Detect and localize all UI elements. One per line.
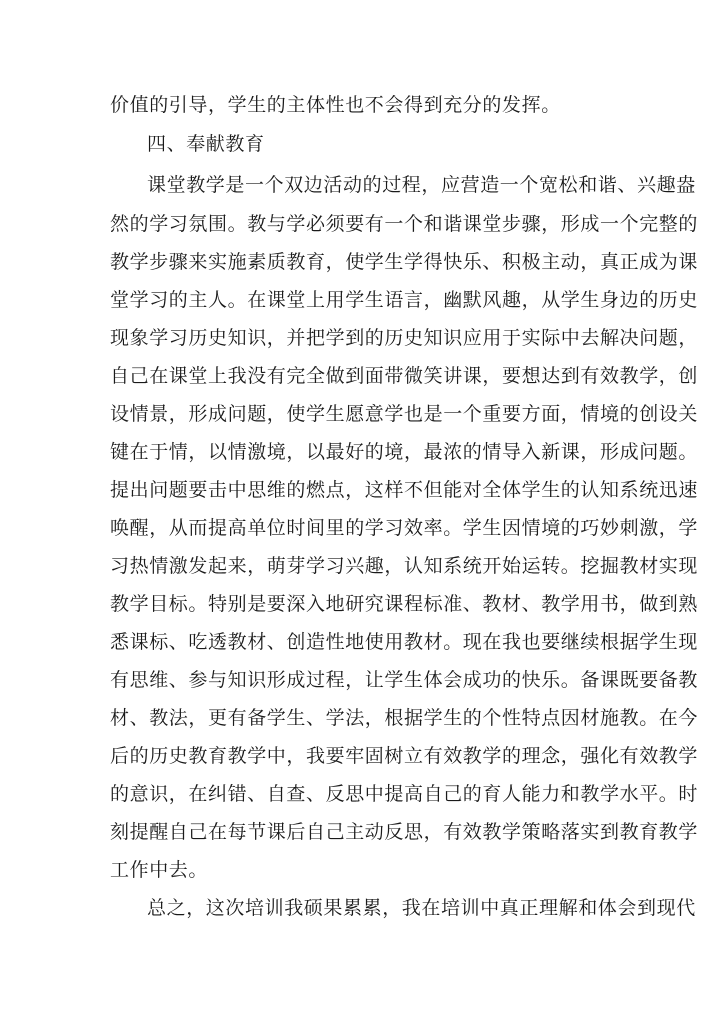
- text-line: 自己在课堂上我没有完全做到面带微笑讲课，要想达到有效教学，创: [110, 365, 699, 387]
- text-line: 材、教法，更有备学生、学法，根据学生的个性特点因材施教。在今: [110, 707, 699, 729]
- text-line: 键在于情，以情激境，以最好的境，最浓的情导入新课，形成问题。: [110, 441, 699, 463]
- text-line: 现象学习历史知识，并把学到的历史知识应用于实际中去解决问题，: [110, 327, 699, 349]
- text-line: 习热情激发起来，萌芽学习兴趣，认知系统开始运转。挖掘教材实现: [110, 555, 699, 577]
- text-line: 的意识，在纠错、自查、反思中提高自己的育人能力和教学水平。时: [110, 783, 699, 805]
- text-line: 设情景，形成问题，使学生愿意学也是一个重要方面，情境的创设关: [110, 403, 699, 425]
- text-line: 堂学习的主人。在课堂上用学生语言，幽默风趣，从学生身边的历史: [110, 289, 699, 311]
- text-line: 教学步骤来实施素质教育，使学生学得快乐、积极主动，真正成为课: [110, 251, 699, 273]
- text-line: 工作中去。: [110, 859, 209, 881]
- text-line: 提出问题要击中思维的燃点，这样不但能对全体学生的认知系统迅速: [110, 479, 699, 501]
- text-line: 唤醒，从而提高单位时间里的学习效率。学生因情境的巧妙刺激，学: [110, 517, 699, 539]
- text-line: 刻提醒自己在每节课后自己主动反思，有效教学策略落实到教育教学: [110, 821, 699, 843]
- section-heading: 四、奉献教育: [147, 133, 265, 155]
- text-line: 教学目标。特别是要深入地研究课程标准、教材、教学用书，做到熟: [110, 593, 699, 615]
- paragraph-first-line: 课堂教学是一个双边活动的过程，应营造一个宽松和谐、兴趣盎: [147, 174, 696, 196]
- text-line: 价值的引导，学生的主体性也不会得到充分的发挥。: [110, 94, 561, 116]
- text-line: 悉课标、吃透教材、创造性地使用教材。现在我也要继续根据学生现: [110, 631, 699, 653]
- text-line: 有思维、参与知识形成过程，让学生体会成功的快乐。备课既要备教: [110, 669, 699, 691]
- text-line: 然的学习氛围。教与学必须要有一个和谐课堂步骤，形成一个完整的: [110, 213, 699, 235]
- text-line: 后的历史教育教学中，我要牢固树立有效教学的理念，强化有效教学: [110, 745, 699, 767]
- paragraph-first-line: 总之，这次培训我硕果累累，我在培训中真正理解和体会到现代: [147, 897, 696, 919]
